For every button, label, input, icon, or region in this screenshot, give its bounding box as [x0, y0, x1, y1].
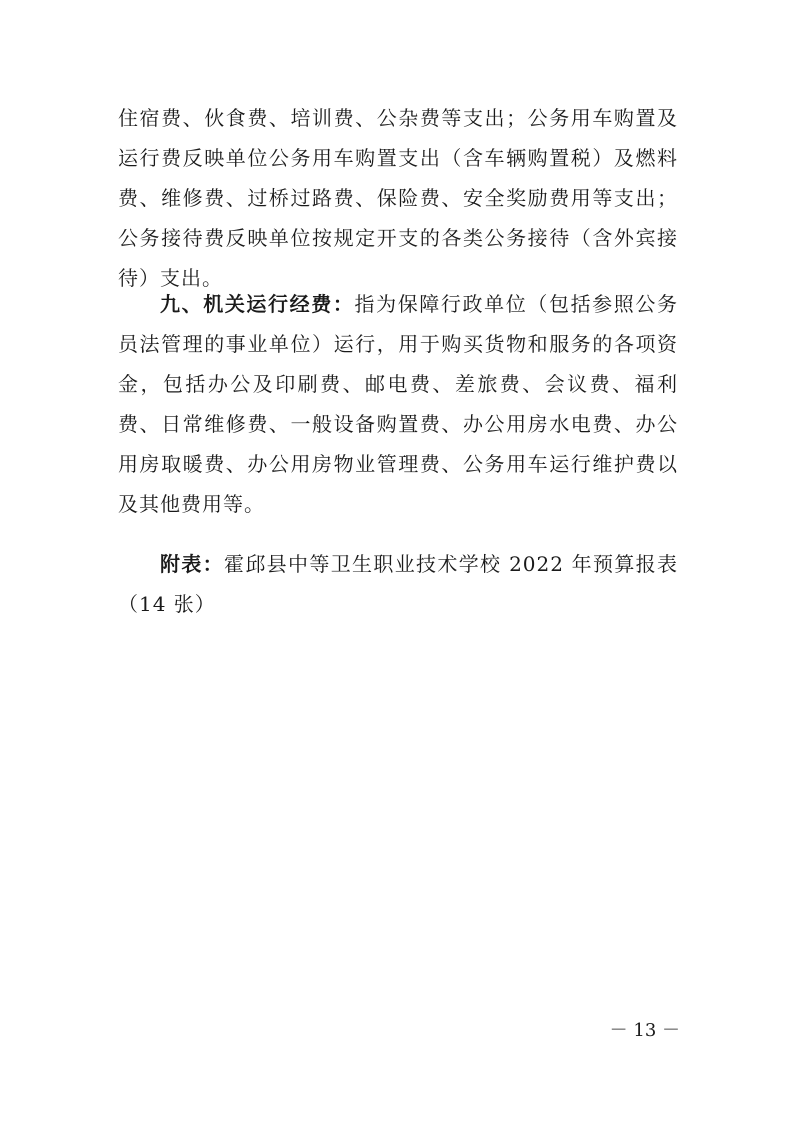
paragraph-expense-text: 住宿费、伙食费、培训费、公杂费等支出；公务用车购置及运行费反映单位公务用车购置支出（含车辆购置税）及燃料费、维修费、过桥过路费、保险费、安全奖励费用等支出；公务接待费反映单位按规定开支的各类公务接待（含外宾接待）支出。 — [118, 106, 678, 290]
attachment-note — [118, 544, 678, 624]
attachment-label: 附表： — [160, 552, 225, 576]
section-heading-operating-expenses: 九、机关运行经费： — [160, 292, 355, 316]
page-number: － 13 － — [609, 1020, 680, 1041]
operating-expenses-text: 指为保障行政单位（包括参照公务员法管理的事业单位）运行，用于购买货物和服务的各项资金，包括办公及印刷费、邮电费、差旅费、会议费、福利费、日常维修费、一般设备购置费、办公用房水电费、办公用房取暖费、办公用房物业管理费、公务用车运行维护费以及其他费用等。 — [118, 292, 679, 516]
paragraph-expense-description — [118, 98, 678, 298]
attachment-text: 霍邱县中等卫生职业技术学校 2022 年预算报表（14 张） — [118, 552, 678, 616]
paragraph-operating-expenses — [118, 284, 678, 524]
